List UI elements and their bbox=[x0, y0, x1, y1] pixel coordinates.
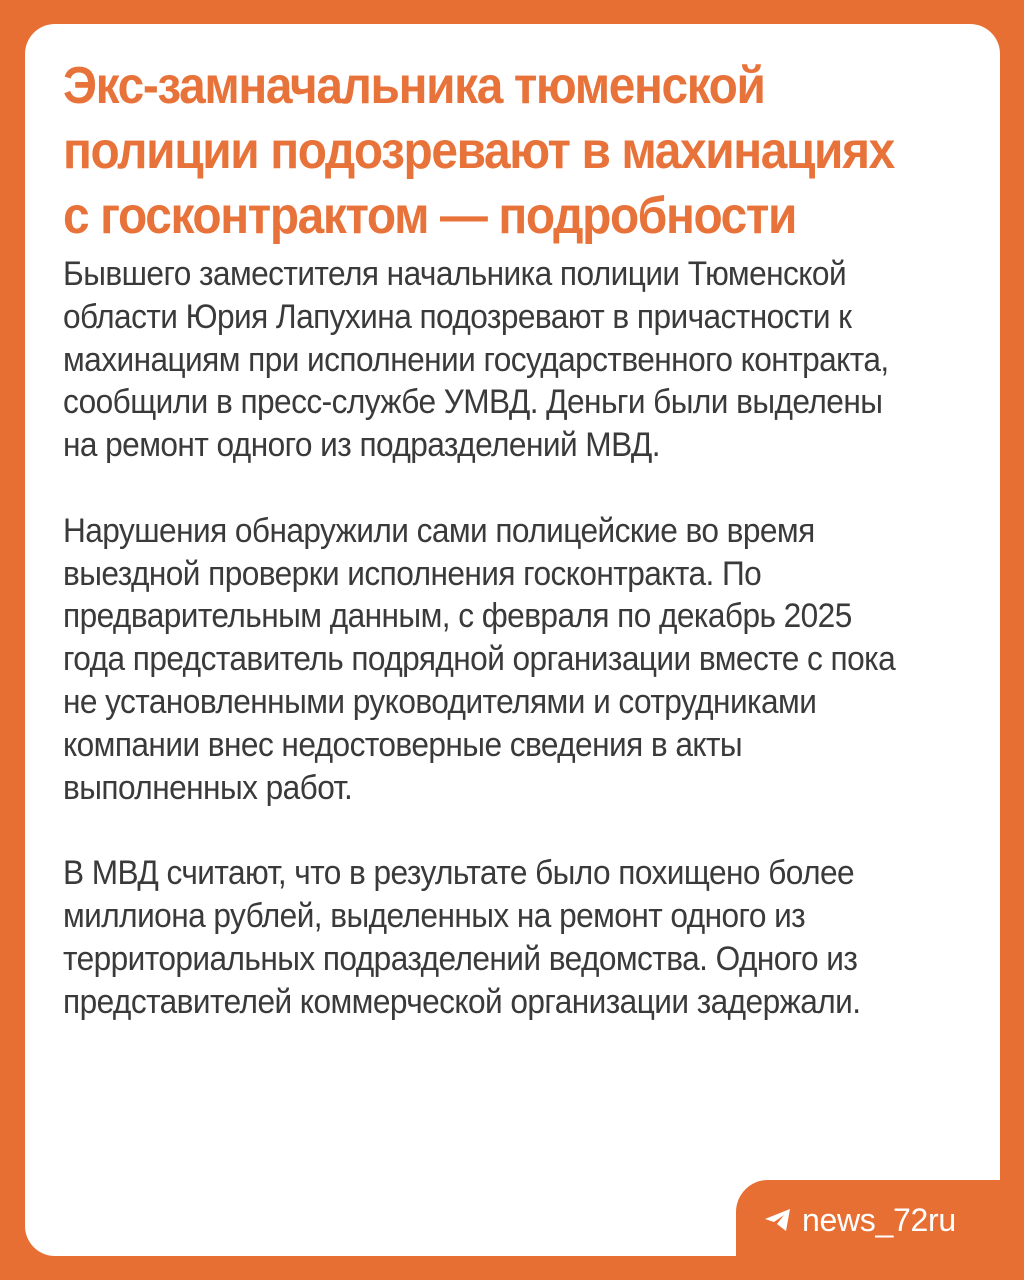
paragraph-3: В МВД считают, что в результате было похищено более миллиона рублей, выделенных на ремонт одного из территориальных подразделений ведомства. Одного из представителей коммерческой организации задержали. bbox=[63, 854, 861, 1021]
paragraph-1: Бывшего заместителя начальника полиции Тюменской области Юрия Лапухина подозревают в причастности к махинациям при исполнении государственного контракта, сообщили в пресс-службе УМВД. Деньги были выделены на ремонт одного из подразделений МВД. bbox=[63, 255, 889, 465]
channel-handle[interactable] bbox=[764, 1202, 956, 1238]
post-card bbox=[25, 24, 1000, 1256]
headline: Экс-замначальника тюменской полиции подозревают в махинациях с госконтрактом — подробности bbox=[63, 57, 894, 245]
channel-handle-text: news_72ru bbox=[802, 1202, 956, 1238]
channel-badge[interactable] bbox=[736, 1180, 1024, 1280]
telegram-icon bbox=[764, 1208, 792, 1232]
paragraph-2: Нарушения обнаружили сами полицейские во время выездной проверки исполнения госконтракта. По предварительным данным, с февраля по декабрь 2025 года представитель подрядной организации вместе с пока не установленными руководителями и сотрудниками компании внес недостоверные сведения в акты выполненных работ. bbox=[63, 511, 896, 807]
article-body bbox=[63, 253, 919, 1066]
